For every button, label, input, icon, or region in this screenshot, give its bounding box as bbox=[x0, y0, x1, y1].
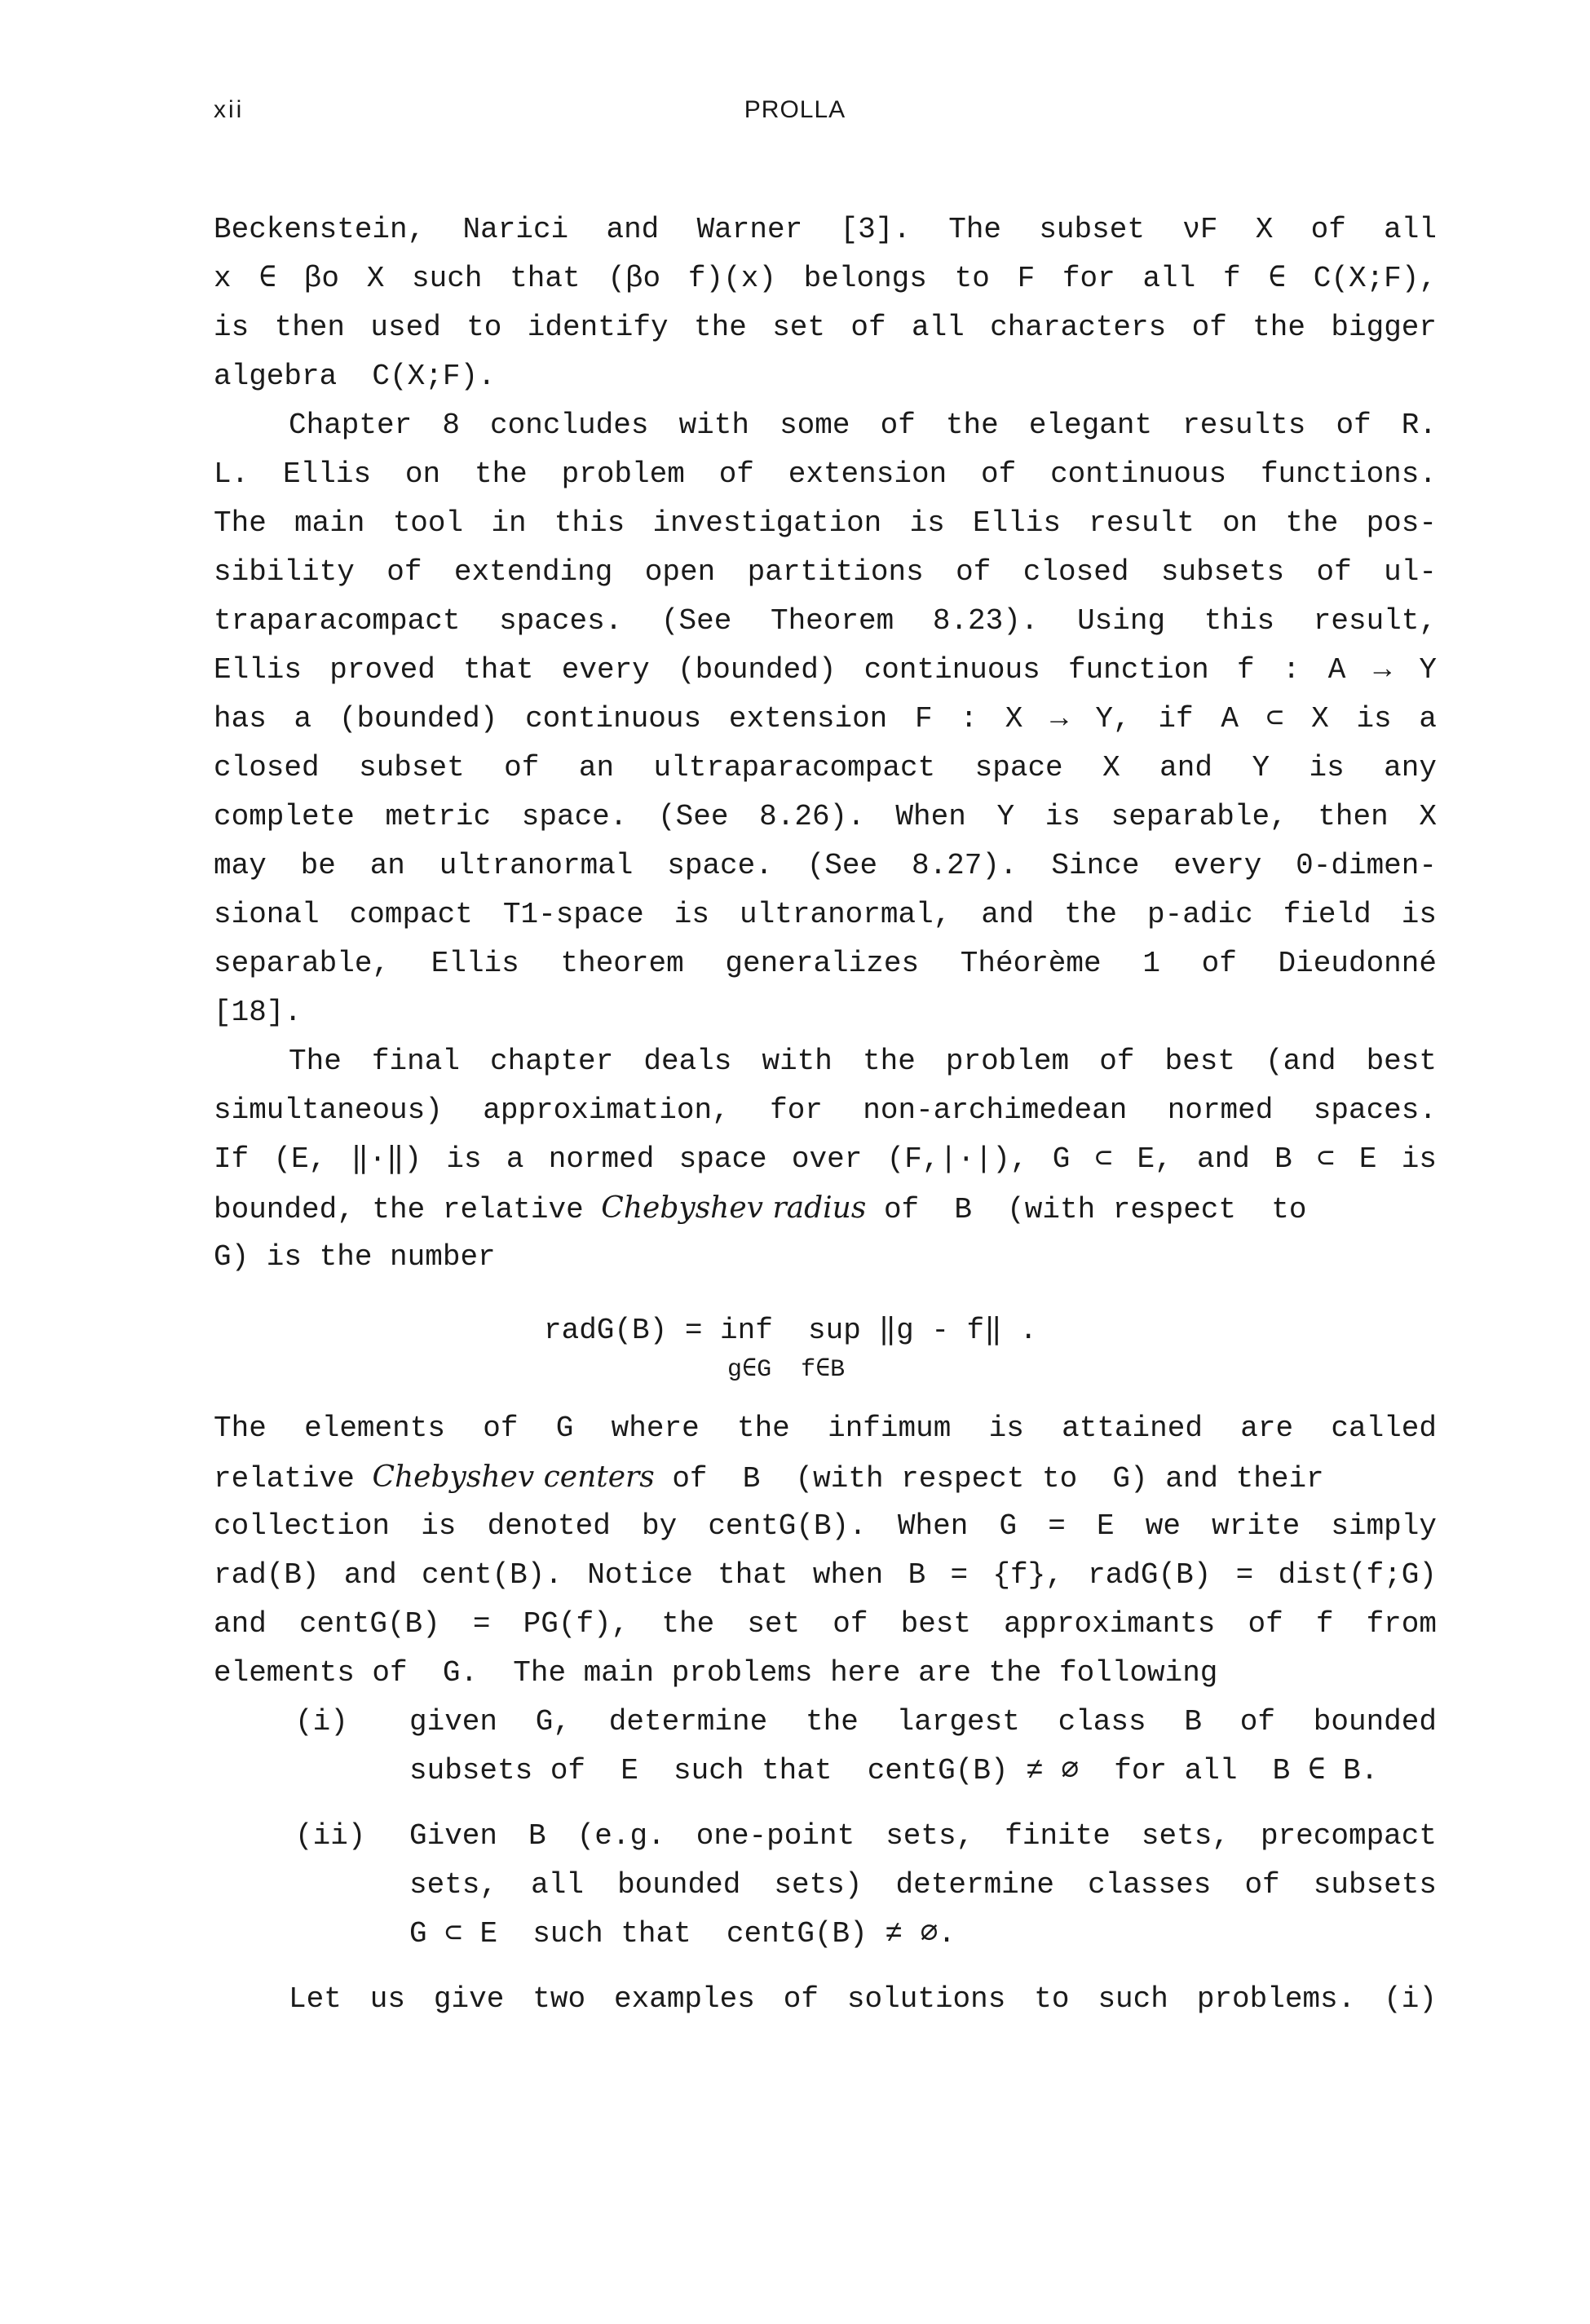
text-line bbox=[214, 1184, 1437, 1233]
text-line bbox=[214, 1453, 1437, 1502]
spacer bbox=[214, 1796, 1437, 1812]
text-line: separable, Ellis theorem generalizes Théorème 1 of Dieudonné bbox=[214, 947, 1437, 980]
running-head: PROLLA bbox=[744, 96, 846, 123]
list-label: (ii) bbox=[295, 1819, 366, 1853]
text-line: L. Ellis on the problem of extension of continuous functions. bbox=[214, 457, 1437, 491]
display-formula bbox=[214, 1282, 1437, 1404]
text-line: sional compact T1-space is ultranormal, and the p-adic field is bbox=[214, 898, 1437, 931]
text-line: traparacompact spaces. (See Theorem 8.23). Using this result, bbox=[214, 604, 1437, 638]
text-line: algebra C(X;F). bbox=[214, 360, 496, 393]
text-line: sets, all bounded sets) determine classes of subsets bbox=[409, 1868, 1437, 1902]
text-line: G) is the number bbox=[214, 1240, 496, 1274]
text-line: G ⊂ E such that centG(B) ≠ ∅. bbox=[409, 1917, 956, 1951]
spacer bbox=[214, 1959, 1437, 1975]
text-line: The final chapter deals with the problem of best (and best bbox=[289, 1045, 1437, 1078]
text-line: elements of G. The main problems here are the following bbox=[214, 1656, 1218, 1690]
text-span: bounded, the relative bbox=[214, 1193, 602, 1226]
text-line: x ∈ βo X such that (βo f)(x) belongs to F for all f ∈ C(X;F), bbox=[214, 262, 1437, 295]
text-span: of B (with respect to bbox=[866, 1193, 1307, 1226]
text-line: simultaneous) approximation, for non-archimedean normed spaces. bbox=[214, 1094, 1437, 1127]
text-line: closed subset of an ultraparacompact space X and Y is any bbox=[214, 751, 1437, 784]
text-line: subsets of E such that centG(B) ≠ ∅ for all B ∈ B. bbox=[409, 1754, 1379, 1787]
page-number: xii bbox=[214, 96, 245, 123]
text-span: relative bbox=[214, 1462, 373, 1496]
text-line: Let us give two examples of solutions to such problems. (i) bbox=[289, 1982, 1437, 2016]
formula-main: radG(B) = inf sup ‖g - f‖ . bbox=[544, 1314, 1038, 1347]
italic-term: Chebyshev centers bbox=[372, 1460, 655, 1494]
text-line: is then used to identify the set of all characters of the bigger bbox=[214, 311, 1437, 344]
formula-subscripts: g∈G f∈B bbox=[727, 1356, 846, 1384]
text-line: complete metric space. (See 8.26). When Y is separable, then X bbox=[214, 800, 1437, 833]
italic-term: Chebyshev radius bbox=[601, 1191, 867, 1225]
page-body bbox=[214, 205, 1437, 2024]
text-line: The main tool in this investigation is Ellis result on the pos- bbox=[214, 506, 1437, 540]
text-line: rad(B) and cent(B). Notice that when B = {f}, radG(B) = dist(f;G) bbox=[214, 1558, 1437, 1592]
text-line: Chapter 8 concludes with some of the elegant results of R. bbox=[289, 409, 1437, 442]
list-label: (i) bbox=[295, 1705, 348, 1739]
text-line: has a (bounded) continuous extension F : X → Y, if A ⊂ X is a bbox=[214, 702, 1437, 736]
list-item bbox=[214, 1698, 1437, 1796]
text-line: and centG(B) = PG(f), the set of best approximants of f from bbox=[214, 1607, 1437, 1641]
text-line: may be an ultranormal space. (See 8.27). Since every 0-dimen- bbox=[214, 849, 1437, 882]
text-line: [18]. bbox=[214, 996, 303, 1029]
text-line: Given B (e.g. one-point sets, finite sets, precompact bbox=[409, 1819, 1437, 1853]
text-line: sibility of extending open partitions of closed subsets of ul- bbox=[214, 555, 1437, 589]
text-line: Beckenstein, Narici and Warner [3]. The subset νF X of all bbox=[214, 213, 1437, 246]
text-line: The elements of G where the infimum is attained are called bbox=[214, 1412, 1437, 1445]
text-line: given G, determine the largest class B of bounded bbox=[409, 1705, 1437, 1739]
text-span: of B (with respect to G) and their bbox=[654, 1462, 1324, 1496]
text-line: Ellis proved that every (bounded) continuous function f : A → Y bbox=[214, 653, 1437, 687]
list-item bbox=[214, 1812, 1437, 1959]
text-line: collection is denoted by centG(B). When G = E we write simply bbox=[214, 1509, 1437, 1543]
text-line: If (E, ‖·‖) is a normed space over (F,|·|), G ⊂ E, and B ⊂ E is bbox=[214, 1142, 1437, 1176]
